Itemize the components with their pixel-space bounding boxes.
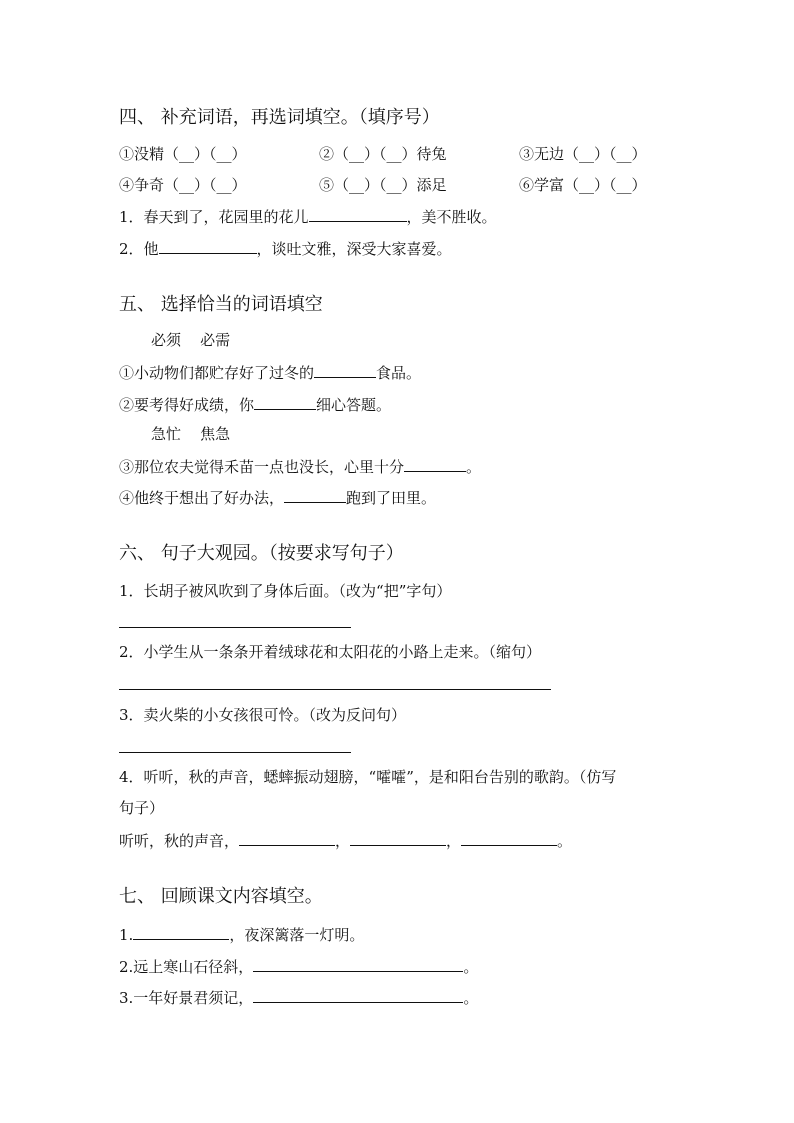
- s5-q1-text: ①小动物们都贮存好了过冬的: [119, 364, 315, 382]
- word-item-1: ①没精（__）（__）: [119, 145, 247, 163]
- s4-q1-text: 1．春天到了，花园里的花儿: [119, 208, 309, 226]
- period: 。: [463, 958, 479, 976]
- s7-q1-text: ，夜深篱落一灯明。: [229, 926, 365, 944]
- answer-line[interactable]: [119, 752, 351, 753]
- period: 。: [557, 832, 573, 850]
- s5-question-3: [119, 456, 481, 477]
- s4-question-1: [119, 206, 497, 227]
- s4-q2-text: 2．他: [119, 240, 159, 258]
- answer-blank[interactable]: [461, 830, 557, 846]
- s5-q2-text: ②要考得好成绩，你: [119, 396, 255, 414]
- word-item-2: ②（__）（__）待兔: [319, 145, 447, 163]
- word-item-5: ⑤（__）（__）添足: [319, 176, 447, 194]
- answer-blank[interactable]: [404, 456, 466, 472]
- answer-blank[interactable]: [239, 830, 335, 846]
- comma: ，: [446, 832, 462, 850]
- s5-q2-text-end: 细心答题。: [316, 396, 392, 414]
- s6-question-4-line1: 4．听听，秋的声音，蟋蟀振动翅膀，“嚯嚯”，是和阳台告别的歌韵。（仿写: [119, 768, 617, 786]
- word-item-4: ④争奇（__）（__）: [119, 176, 247, 194]
- section-7-title: 七、 回顾课文内容填空。: [119, 886, 323, 907]
- word-item-6: ⑥学富（__）（__）: [519, 176, 647, 194]
- answer-blank[interactable]: [133, 924, 229, 940]
- answer-blank[interactable]: [253, 956, 463, 972]
- s7-question-2: [119, 956, 478, 977]
- period: 。: [463, 989, 479, 1007]
- s6-question-1: 1．长胡子被风吹到了身体后面。（改为“把”字句）: [119, 582, 452, 600]
- s7-q3-text: 3.一年好景君须记，: [119, 989, 254, 1007]
- word-choices-1: 必须 必需: [151, 331, 231, 349]
- s7-question-1: [119, 924, 364, 945]
- s5-question-2: [119, 394, 391, 415]
- answer-blank[interactable]: [159, 238, 257, 254]
- s5-q3-text-end: 。: [466, 458, 482, 476]
- s6-question-2: 2．小学生从一条条开着绒球花和太阳花的小路上走来。（缩句）: [119, 643, 542, 661]
- word-choices-2: 急忙 焦急: [151, 425, 231, 443]
- s5-q3-text: ③那位农夫觉得禾苗一点也没长，心里十分: [119, 458, 405, 476]
- comma: ，: [335, 832, 351, 850]
- section-6-title: 六、 句子大观园。（按要求写句子）: [119, 543, 404, 564]
- answer-blank[interactable]: [253, 987, 463, 1003]
- s4-question-2: [119, 238, 452, 259]
- s4-q1-text-end: ，美不胜收。: [406, 208, 497, 226]
- s4-q2-text-end: ，谈吐文雅，深受大家喜爱。: [256, 240, 452, 258]
- s6-question-3: 3．卖火柴的小女孩很可怜。（改为反问句）: [119, 706, 407, 724]
- answer-blank[interactable]: [254, 394, 316, 410]
- answer-blank[interactable]: [284, 487, 346, 503]
- word-item-3: ③无边（__）（__）: [519, 145, 647, 163]
- s7-question-3: [119, 987, 478, 1008]
- s5-question-4: [119, 487, 436, 508]
- s7-q2-text: 2.远上寒山石径斜，: [119, 958, 254, 976]
- s7-q1-num: 1.: [119, 926, 134, 944]
- answer-blank[interactable]: [314, 362, 376, 378]
- s6-question-4-line3: [119, 830, 572, 851]
- s5-question-1: [119, 362, 421, 383]
- answer-line[interactable]: [119, 689, 551, 690]
- s6-question-4-line2: 句子）: [119, 799, 165, 817]
- answer-blank[interactable]: [350, 830, 446, 846]
- s6-q4-prompt: 听听，秋的声音，: [119, 832, 240, 850]
- answer-blank[interactable]: [309, 206, 407, 222]
- s5-q4-text-end: 跑到了田里。: [346, 489, 437, 507]
- section-4-title: 四、 补充词语，再选词填空。（填序号）: [119, 107, 440, 128]
- answer-line[interactable]: [119, 627, 351, 628]
- s5-q4-text: ④他终于想出了好办法，: [119, 489, 285, 507]
- section-5-title: 五、 选择恰当的词语填空: [119, 294, 323, 315]
- s5-q1-text-end: 食品。: [376, 364, 422, 382]
